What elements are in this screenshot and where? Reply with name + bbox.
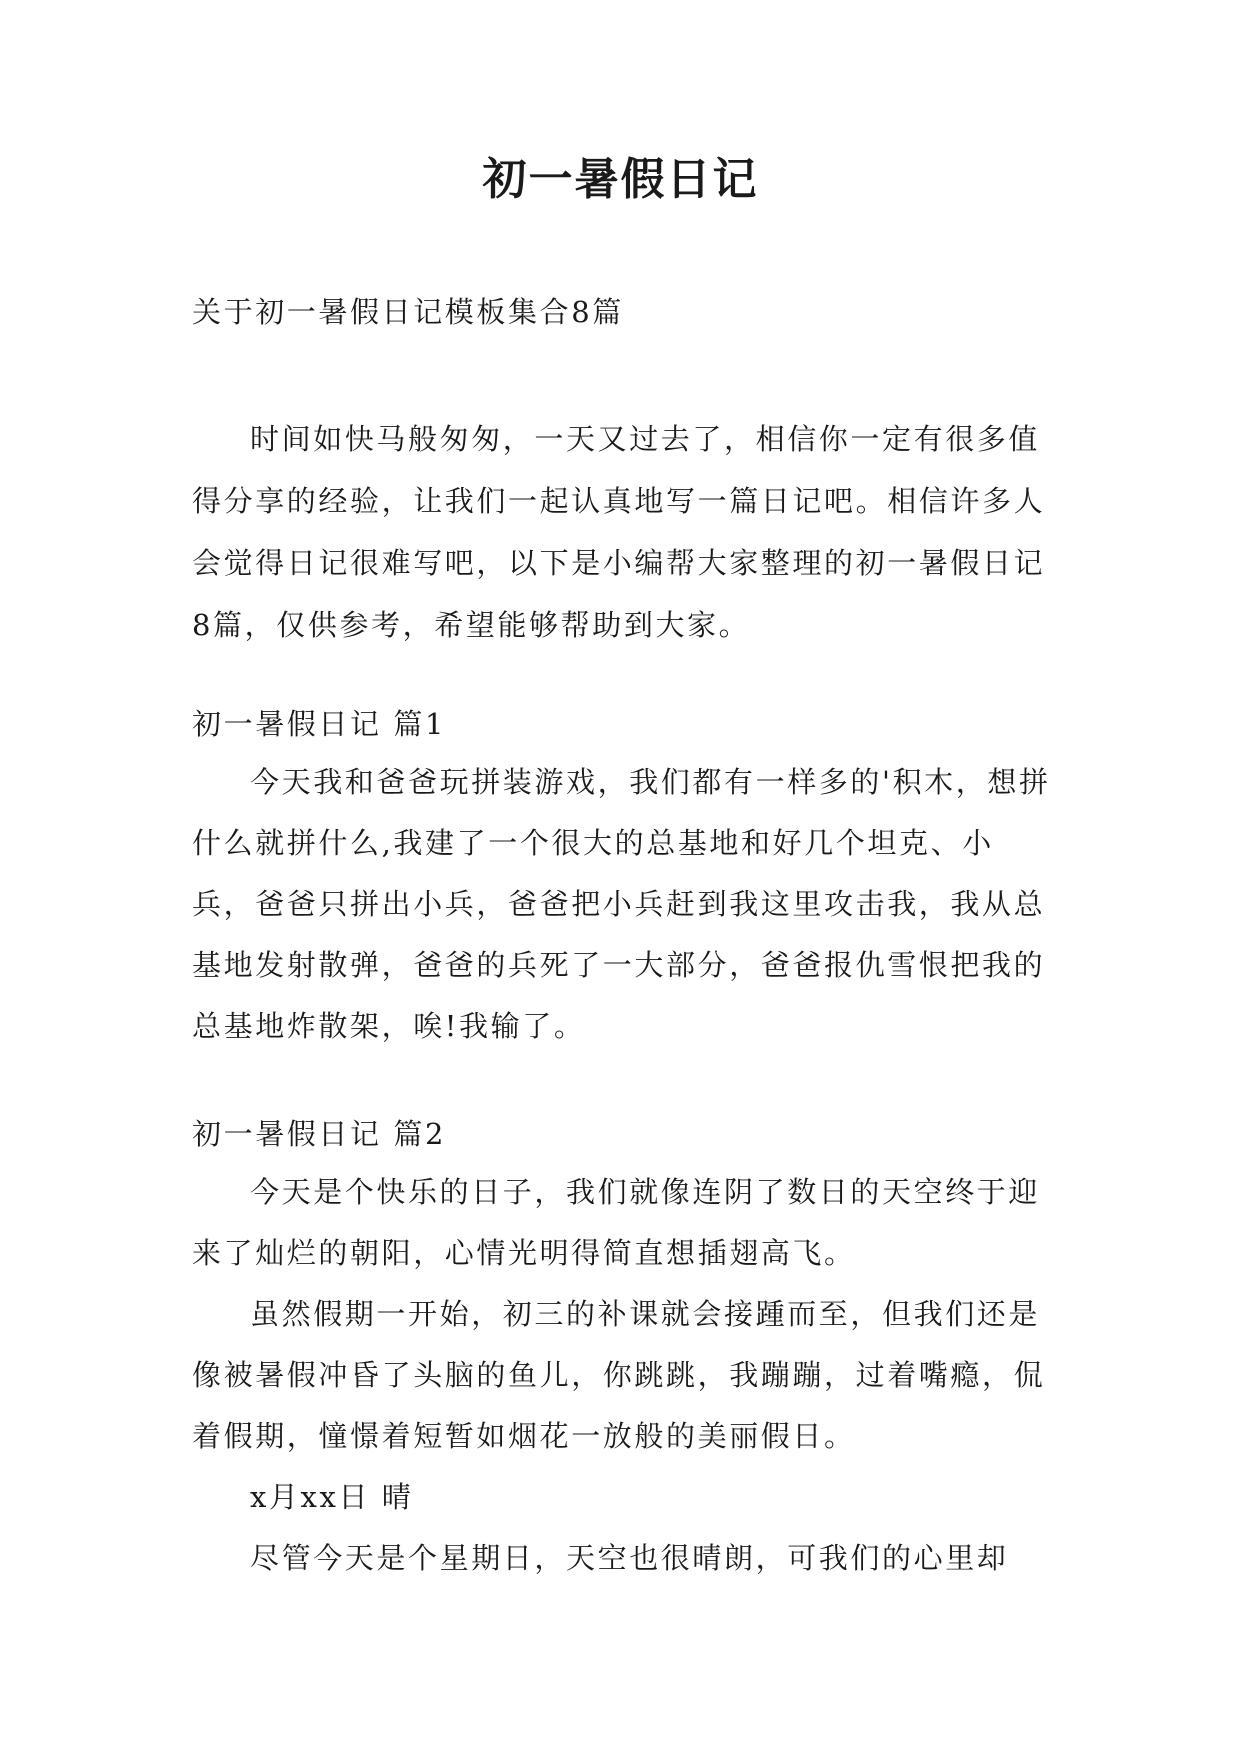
section-1-paragraph-1: 今天我和爸爸玩拼装游戏，我们都有一样多的'积木，想拼什么就拼什么,我建了一个很大的总基地和好几个坦克、小兵，爸爸只拼出小兵，爸爸把小兵赶到我这里攻击我，我从总基地发射散弹，爸爸的兵死了一大部分，爸爸报仇雪恨把我的总基地炸散架，唉!我输了。 [192,765,1051,1043]
section-body-1 [192,752,1056,1057]
section-2-paragraph-3: x月xx日 晴 [250,1480,414,1514]
section-heading-1: 初一暑假日记 篇1 [192,707,447,741]
section-2-paragraph-1: 今天是个快乐的日子，我们就像连阴了数日的天空终于迎来了灿烂的朝阳，心情光明得简直想插翅高飞。 [192,1175,1041,1270]
document-title: 初一暑假日记 [482,154,759,205]
document-subtitle: 关于初一暑假日记模板集合8篇 [192,295,624,329]
section-body-2 [192,1162,1056,1589]
section-2-paragraph-2: 虽然假期一开始，初三的补课就会接踵而至，但我们还是像被暑假冲昏了头脑的鱼儿，你跳跳，我蹦蹦，过着嘴瘾，侃着假期，憧憬着短暂如烟花一放般的美丽假日。 [192,1297,1046,1453]
intro-paragraph: 时间如快马般匆匆，一天又过去了，相信你一定有很多值得分享的经验，让我们一起认真地写一篇日记吧。相信许多人会觉得日记很难写吧，以下是小编帮大家整理的初一暑假日记8篇，仅供参考，希望能够帮助到大家。 [192,422,1046,642]
section-heading-2: 初一暑假日记 篇2 [192,1117,447,1151]
section-2-paragraph-4: 尽管今天是个星期日，天空也很晴朗，可我们的心里却 [250,1541,1009,1575]
